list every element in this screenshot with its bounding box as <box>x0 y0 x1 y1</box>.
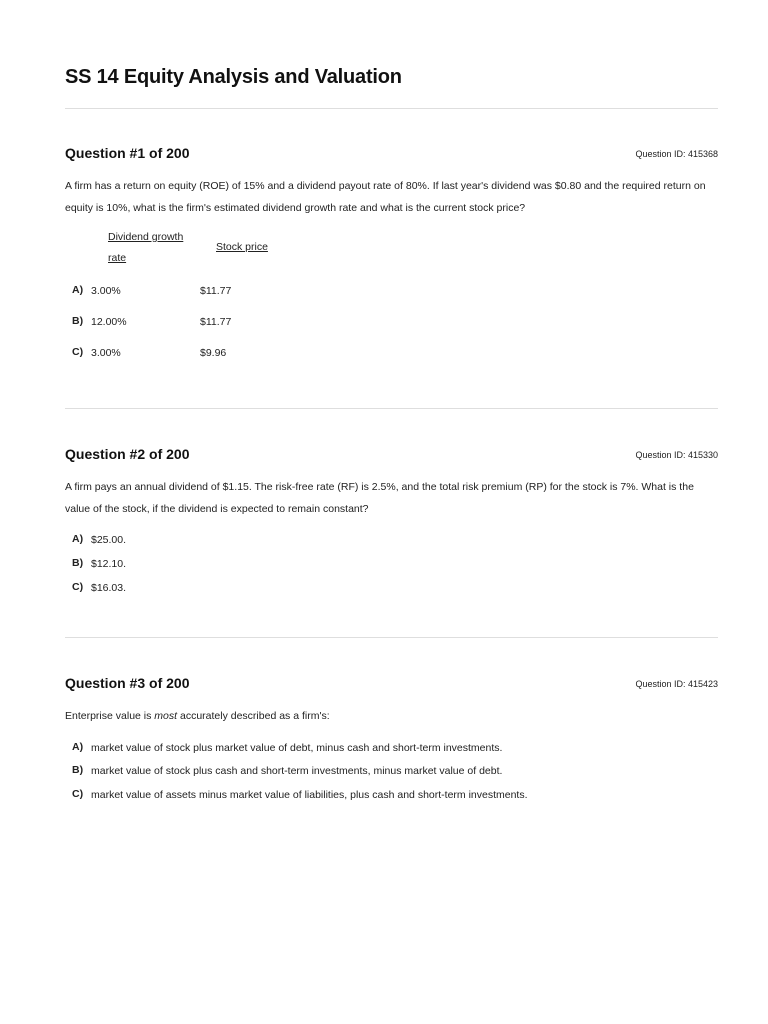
question-1-header <box>65 145 718 167</box>
option-growth-value: 3.00% <box>91 285 121 297</box>
divider <box>65 637 718 638</box>
option-growth-value: 12.00% <box>91 316 127 328</box>
option-price-value: $11.77 <box>200 316 232 328</box>
option-price-value: $9.96 <box>200 347 227 359</box>
option-text: $25.00. <box>91 534 127 546</box>
option-text: market value of stock plus cash and short-term investments, minus market value of debt. <box>91 765 503 777</box>
divider <box>65 408 718 409</box>
option-price-value: $11.77 <box>200 285 232 297</box>
option-text: market value of stock plus market value of debt, minus cash and short-term investments. <box>91 742 503 754</box>
question-id: Question ID: 415368 <box>635 149 718 159</box>
question-title: Question #1 of 200 <box>65 145 190 161</box>
option-text: market value of assets minus market value of liabilities, plus cash and short-term investments. <box>91 789 528 801</box>
question-title: Question #3 of 200 <box>65 675 190 691</box>
option-letter: B) <box>72 764 84 776</box>
question-text-part: accurately described as a firm's: <box>177 710 330 722</box>
column-header-growth-line2: rate <box>108 252 127 264</box>
question-id: Question ID: 415423 <box>635 679 718 689</box>
option-letter: C) <box>72 581 84 593</box>
question-id: Question ID: 415330 <box>635 450 718 460</box>
option-text: $12.10. <box>91 558 127 570</box>
option-text: $16.03. <box>91 582 127 594</box>
option-letter: C) <box>72 346 84 358</box>
option-letter: B) <box>72 315 84 327</box>
column-header-price: Stock price <box>216 241 268 253</box>
option-letter: C) <box>72 788 84 800</box>
question-1-text: A firm has a return on equity (ROE) of 15% and a dividend payout rate of 80%. If last year's dividend was $0.80 and the required return on equity is 10%, what is the firm's estimated dividend growth rate and what is the current stock price? <box>65 180 706 214</box>
question-2-header <box>65 446 718 468</box>
option-letter: B) <box>72 557 84 569</box>
column-header-growth: Dividend growth <box>108 231 184 243</box>
question-3-header <box>65 675 718 697</box>
divider <box>65 108 718 109</box>
option-letter: A) <box>72 284 84 296</box>
question-3-text <box>65 705 720 727</box>
question-text-emphasis: most <box>154 710 178 722</box>
question-2-text: A firm pays an annual dividend of $1.15. The risk-free rate (RF) is 2.5%, and the total risk premium (RP) for the stock is 7%. What is the value of the stock, if the dividend is expected to remain constant? <box>65 481 694 515</box>
question-title: Question #2 of 200 <box>65 446 190 462</box>
document-title: SS 14 Equity Analysis and Valuation <box>65 66 402 88</box>
option-letter: A) <box>72 741 84 753</box>
option-letter: A) <box>72 533 84 545</box>
option-growth-value: 3.00% <box>91 347 121 359</box>
question-text-part: Enterprise value is <box>65 710 155 722</box>
